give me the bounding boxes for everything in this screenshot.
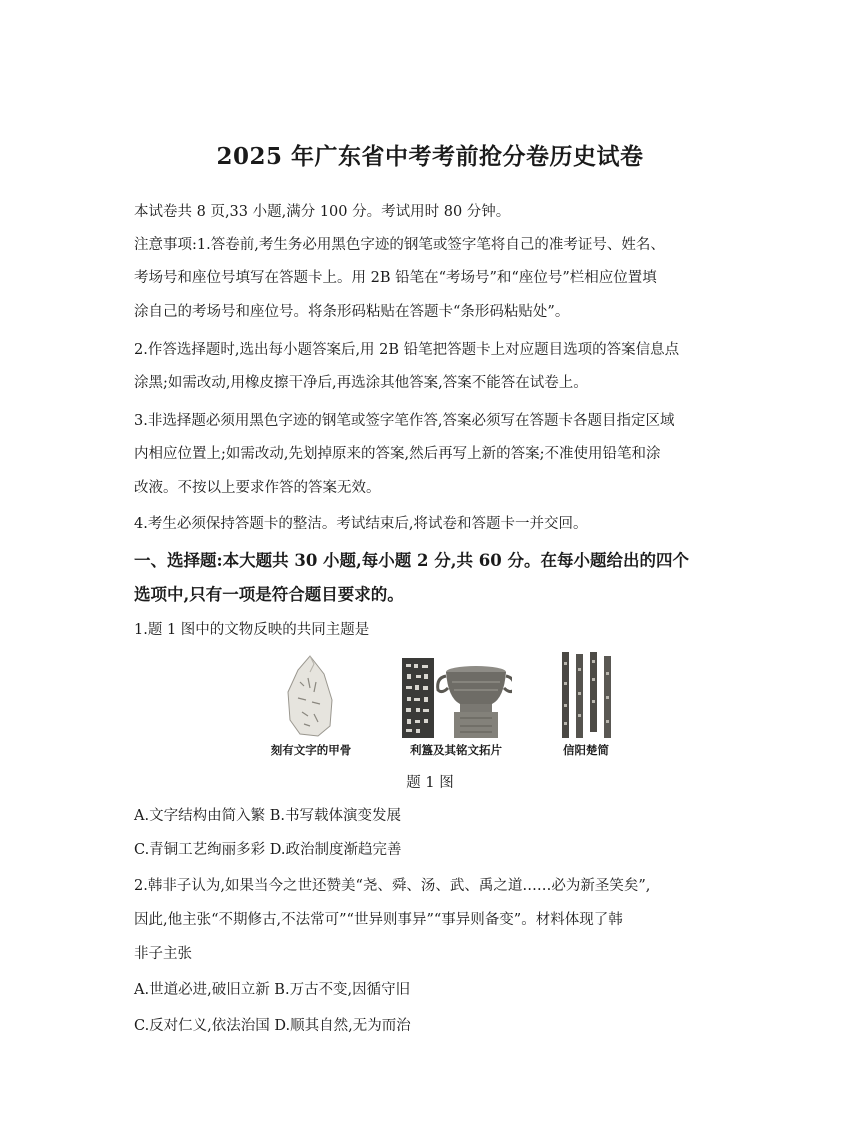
notes-line: 3.非选择题必须用黑色字迹的钢笔或签字笔作答,答案必须写在答题卡各题目指定区域 bbox=[134, 413, 675, 429]
notes-line: 4.考生必须保持答题卡的整洁。考试结束后,将试卷和答题卡一并交回。 bbox=[134, 516, 588, 532]
notes-line: 2.作答选择题时,选出每小题答案后,用 2B 铅笔把答题卡上对应题目选项的答案信息点 bbox=[134, 342, 680, 358]
question-1-options: C.青铜工艺绚丽多彩 D.政治制度渐趋完善 bbox=[134, 842, 402, 858]
figure-caption: 利簋及其铭文拓片 bbox=[410, 743, 502, 757]
question-2-stem: 2.韩非子认为,如果当今之世还赞美“尧、舜、汤、武、禹之道……必为新圣笑矣”, bbox=[134, 878, 651, 894]
notes-line: 涂自己的考场号和座位号。将条形码粘贴在答题卡“条形码粘贴处”。 bbox=[134, 304, 570, 320]
intro-summary: 本试卷共 8 页,33 小题,满分 100 分。考试用时 80 分钟。 bbox=[134, 204, 511, 220]
notes-line: 改液。不按以上要求作答的答案无效。 bbox=[134, 480, 381, 496]
question-2-stem: 因此,他主张“不期修古,不法常可”“世异则事异”“事异则备变”。材料体现了韩 bbox=[134, 912, 623, 928]
notes-line: 涂黑;如需改动,用橡皮擦干净后,再选涂其他答案,答案不能答在试卷上。 bbox=[134, 375, 588, 391]
question-2-options: C.反对仁义,依法治国 D.顺其自然,无为而治 bbox=[134, 1018, 411, 1034]
bamboo-slips-image bbox=[556, 652, 616, 740]
figure-caption: 刻有文字的甲骨 bbox=[270, 743, 352, 757]
question-2-stem: 非子主张 bbox=[134, 946, 192, 962]
notes-line: 考场号和座位号填写在答题卡上。用 2B 铅笔在“考场号”和“座位号”栏相应位置填 bbox=[134, 270, 657, 286]
question-1-options: A.文字结构由简入繁 B.书写载体演变发展 bbox=[134, 808, 401, 824]
figure-caption: 信阳楚简 bbox=[563, 743, 609, 757]
section-heading: 一、选择题:本大题共 30 小题,每小题 2 分,共 60 分。在每小题给出的四个 bbox=[134, 551, 689, 570]
notes-line: 注意事项:1.答卷前,考生务必用黑色字迹的钢笔或签字笔将自己的准考证号、姓名、 bbox=[134, 237, 665, 253]
question-1-stem: 1.题 1 图中的文物反映的共同主题是 bbox=[134, 622, 370, 638]
page-title: 2025 年广东省中考考前抢分卷历史试卷 bbox=[216, 143, 644, 170]
figure-label: 题 1 图 bbox=[406, 775, 454, 791]
question-1-figures bbox=[260, 652, 630, 762]
oracle-bone-image bbox=[280, 652, 340, 740]
section-heading: 选项中,只有一项是符合题目要求的。 bbox=[134, 585, 404, 604]
notes-line: 内相应位置上;如需改动,先划掉原来的答案,然后再写上新的答案;不准使用铅笔和涂 bbox=[134, 446, 661, 462]
bronze-vessel-image bbox=[402, 652, 512, 740]
question-2-options: A.世道必进,破旧立新 B.万古不变,因循守旧 bbox=[134, 982, 411, 998]
